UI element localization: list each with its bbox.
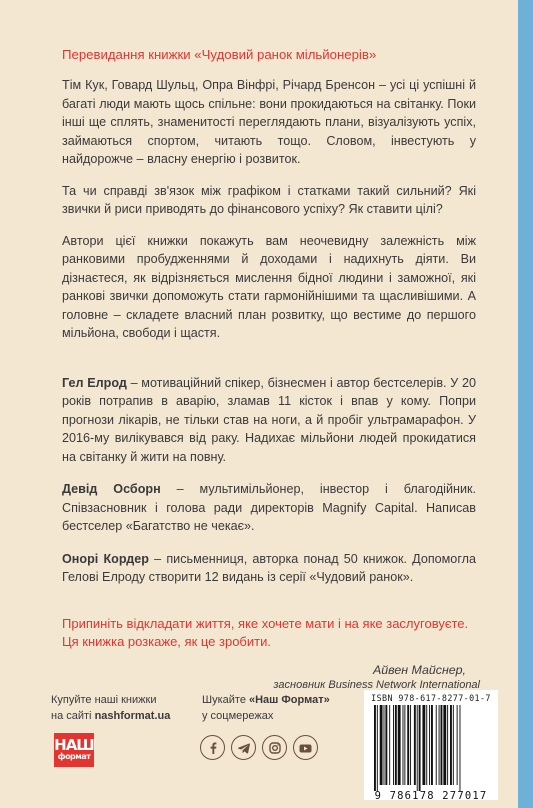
barcode-bar (410, 705, 411, 785)
cover-text (62, 46, 480, 691)
publisher-logo: НАШ формат (54, 733, 94, 767)
author-bio: – мультимільйонер, інвестор і благодійник. Співзасновник і голова ради директорів Magnify Capital. Написав бестселер «Багатство не чекає». (62, 482, 476, 533)
barcode-bar (380, 705, 383, 785)
barcode-bar (431, 705, 433, 785)
quote-line-2: Ця книжка розкаже, як це зробити. (62, 634, 271, 649)
barcode-bar (417, 705, 418, 791)
author-name: Гел Елрод (62, 375, 127, 390)
barcode-bar (457, 705, 458, 785)
barcode-bar (374, 705, 376, 791)
barcode-bar (395, 705, 397, 785)
buy-books-text: Купуйте наші книжки на сайті nashformat.ua (51, 694, 171, 722)
barcode-bar (407, 705, 409, 785)
barcode-bar (443, 705, 446, 785)
quote-line-1: Припиніть відкладати життя, яке хочете мати і на яке заслуговуєте. (62, 615, 469, 631)
barcode-bar (385, 705, 387, 785)
author-bio: – письменниця, авторка понад 50 книжок. Допомогла Гелові Елроду створити 12 видань із серії «Чудовий ранок». (62, 551, 476, 584)
description-paragraph-2: Та чи справді зв'язок між графіком і статками такий сильний? Які звички й риси приводять до фінансового успіху? Як ставити цілі? (62, 183, 476, 216)
barcode-bar (439, 705, 440, 785)
isbn-text: ISBN 978-617-8277-01-7 (371, 693, 491, 703)
barcode-bar (403, 705, 404, 785)
instagram-icon[interactable] (262, 735, 287, 760)
barcode-bar (429, 705, 430, 785)
barcode-bar (436, 705, 437, 785)
barcode-bar (377, 705, 378, 791)
author-bio-corder (62, 550, 476, 587)
barcode-bar (460, 705, 461, 791)
reprint-title: Перевидання книжки «Чудовий ранок мільйонерів» (62, 47, 377, 62)
barcode-bar (389, 705, 390, 785)
quote-author-role: засновник Business Network International (273, 678, 480, 691)
author-bio-elrod (62, 374, 476, 467)
isbn-barcode (364, 690, 498, 800)
telegram-icon[interactable] (231, 735, 256, 760)
facebook-icon[interactable] (200, 735, 225, 760)
spine-edge (518, 0, 533, 808)
author-bio-osborn (62, 480, 476, 536)
barcode-bar (384, 705, 385, 785)
youtube-icon[interactable] (293, 735, 318, 760)
social-search-text: Шукайте «Наш Формат» у соцмережах (202, 694, 330, 722)
author-name: Онорі Кордер (62, 551, 149, 566)
author-name: Девід Осборн (62, 482, 161, 496)
barcode-bar (447, 705, 448, 785)
barcode-bar (393, 705, 394, 785)
barcode-bar (426, 705, 427, 785)
website-link[interactable]: nashformat.ua (94, 710, 171, 722)
quote-author: Айвен Майснер, (373, 662, 466, 677)
barcode-bars (374, 705, 488, 791)
blurb-quote (62, 615, 480, 691)
barcode-bar (404, 705, 405, 785)
social-icons (200, 735, 318, 760)
barcode-bar (422, 705, 425, 785)
barcode-bar (414, 705, 416, 785)
description-paragraph-1: Тім Кук, Говард Шульц, Опра Вінфрі, Річард Бренсон – усі ці успішні й багаті люди мають щось спільне: вони прокидаються на світанку. Поки інші ще сплять, знаменитості переглядають плани, візуалізують успіх, займаються спортом, читають тощо. Словом, інвестують у найдорожче – власну енергію і розвиток. (62, 78, 476, 166)
barcode-bar (450, 705, 452, 785)
cover-footer (0, 686, 518, 808)
barcode-bar (419, 705, 421, 791)
ean-number: 9 786178 277017 (374, 790, 488, 802)
description-paragraph-3: Автори цієї книжки покажуть вам неочевидну залежність між ранковими пробудженнями й доходами і надихнуть діяти. Ви дізнаєтеся, як відрізняється мислення бідної людини і заможної, які ранкові звички допоможуть стати гармонійнішими та щасливішими. А головне – складете власний план розвитку, що вестиме до першого мільйона, свободи і щастя. (62, 233, 476, 340)
author-bio: – мотиваційний спікер, бізнесмен і автор бестселерів. У 20 років потрапив в аварію, зламав 11 кісток і впав у кому. Попри прогнози лікарів, не тільки став на ноги, а й пробіг ультрамарафон. У 2016-му вилікувався від раку. Надихає мільйони людей прокидатися на світанку й жити на повну. (62, 375, 476, 464)
barcode-bar (398, 705, 401, 785)
barcode-bar (441, 705, 443, 785)
barcode-bar (453, 705, 454, 785)
